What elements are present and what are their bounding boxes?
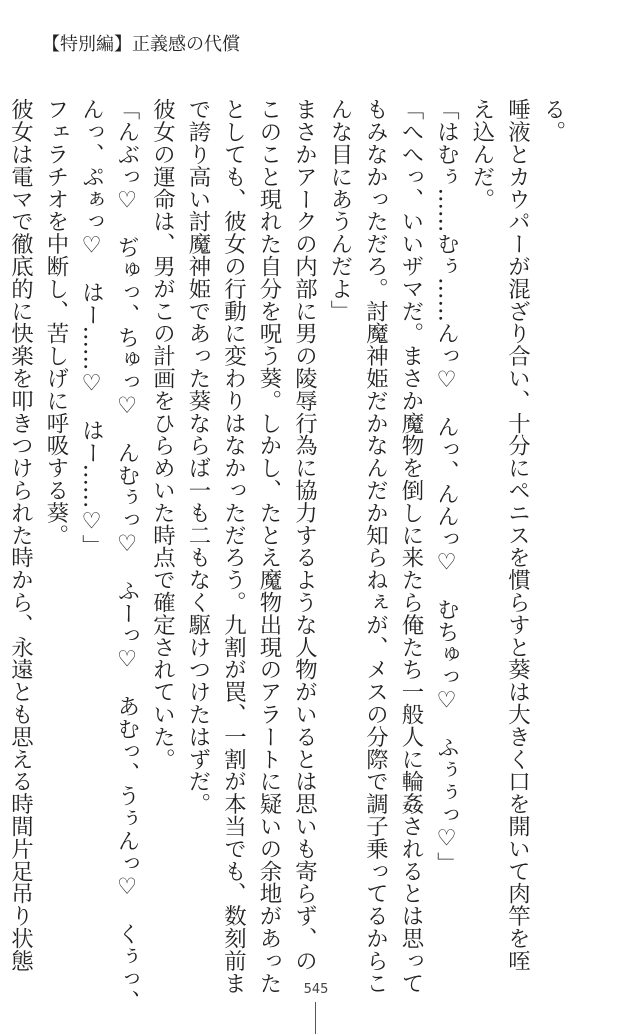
- text-line: このこと現れた自分を呪う葵。しかし、たとえ魔物出現のアラートに疑いの余地があった: [256, 98, 282, 994]
- text-line: 「へへっ、いいザマだ。まさか魔物を倒しに来たら俺たち一般人に輪姦されるとは思って: [398, 98, 424, 994]
- text-line: としても、彼女の行動に変わりはなかっただろう。九割が罠、一割が本当でも、数刻前ま: [220, 98, 247, 994]
- text-line: 「はむぅ……むぅ……んっ♡ んっ、んんっ♡ むちゅっ♡ ふぅぅっ♡」: [433, 98, 460, 874]
- text-line: 唾液とカウパーが混ざり合い、十分にペニスを慣らすと葵は大きく口を開いて肉竿を咥: [504, 98, 531, 972]
- text-line: 彼女は電マで徹底的に快楽を叩きつけられた時から、永遠とも思える時間片足吊り状態: [7, 98, 34, 972]
- text-line: んっ、ぷぁっ♡ はー……♡ はー……♡」: [78, 98, 105, 557]
- text-line: る。: [540, 98, 566, 143]
- text-line: え込んだ。: [469, 98, 495, 210]
- chapter-header: 【特別編】正義感の代償: [42, 34, 240, 55]
- text-line: んな目にあうんだよ」: [327, 98, 353, 322]
- text-line: フェラチオを中断し、苦しげに呼吸する葵。: [43, 98, 69, 546]
- text-line: もみなかっただろ。討魔神姫だかなんだか知らねぇが、メスの分際で調子乗ってるからこ: [362, 98, 389, 994]
- text-line: で誇り高い討魔神姫であった葵ならば一も二もなく駆けつけたはずだ。: [185, 98, 211, 815]
- text-line: 「んぶっ♡ ぢゅっ、ちゅっ♡ んむぅっ♡ ふーっ♡ あむっ、うぅんっ♡ くぅっ、: [114, 98, 140, 1012]
- page-number: 545: [303, 982, 329, 997]
- text-line: 彼女の運命は、男がこの計画をひらめいた時点で確定されていた。: [149, 98, 176, 770]
- text-line: まさかアークの内部に男の陵辱行為に協力するような人物がいるとは思いも寄らず、の: [291, 98, 318, 972]
- page-marker-line: [315, 1002, 316, 1034]
